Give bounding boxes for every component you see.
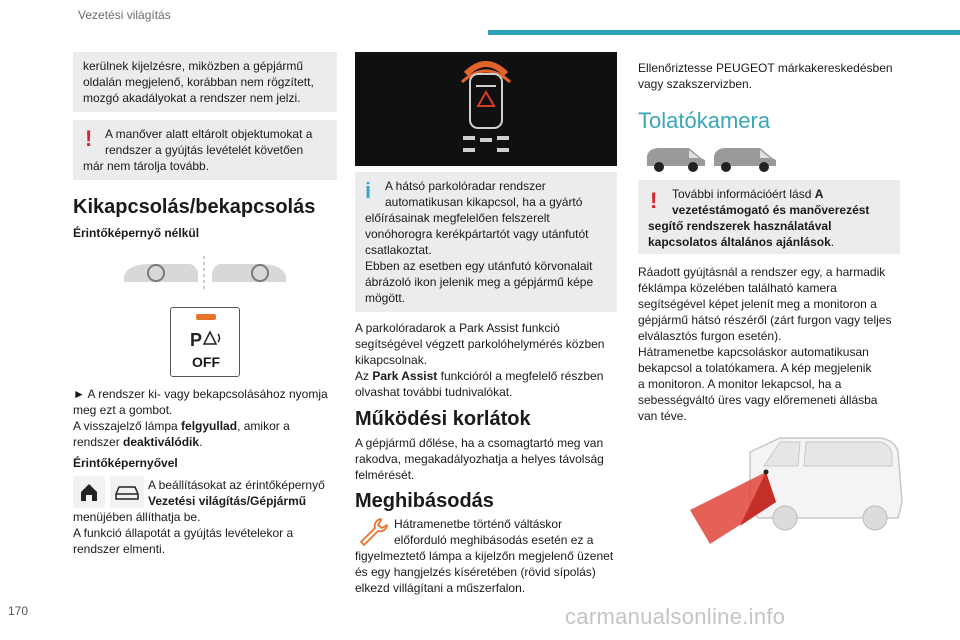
rear-camera-illustration [680,432,910,552]
info-line: csatlakoztat. [365,243,432,257]
warning-line: segítő rendszerek használatával [648,219,832,233]
parking-radar-display [355,52,617,166]
note-box-1 [73,52,337,112]
van-icon-long [712,144,778,174]
text-line: sebességváltó üres vagy előremeneti állásba [638,393,878,407]
home-button-icon[interactable] [73,476,105,508]
car-settings-icon [110,476,144,508]
car-menu-button-icon[interactable] [110,476,144,508]
text-line: A visszajelző lámpa felgyullad, amikor a [73,419,290,433]
text-line: meg ezt a gombot. [73,403,173,417]
warning-box-1 [73,120,337,180]
text-line: gépjármű hátsó részéről (zárt furgon vagy teljes [638,313,892,327]
indicator-lamp [196,314,216,320]
rear-radar-illustration [355,52,617,166]
watermark: carmanualsonline.info [565,604,786,629]
text-line: rendszer deaktiválódik. [73,435,203,449]
svg-text:P: P [190,330,203,350]
text-line: olvashat további tudnivalókat. [355,385,513,399]
steering-wheel-icon [120,256,290,290]
text-line: A gépjármű dőlése, ha a csomagtartó meg van [355,436,604,450]
page-number: 170 [8,604,29,618]
wrench-icon [357,516,389,546]
text-line: segítségével végzett parkolóhelymérés közben [355,337,605,351]
text-line: Ráadott gyújtásnál a rendszer egy, a harmadik [638,265,886,279]
warning-line: kapcsolatos általános ajánlások. [648,235,835,249]
warning-line: már nem tárolja tovább. [83,159,210,173]
text-line: A beállításokat az érintőképernyő [148,478,325,492]
warning-line: rendszer a gyújtás levételét követően [105,143,304,157]
section-title: Vezetési világítás [78,8,171,22]
text-line: rakodva, megakadályozhatja a helyes távolság [355,452,604,466]
info-line: előírásainak megfelelően felszerelt [365,211,550,225]
text-line: és egy hangjelzés kíséretében (rövid sípolás) [355,565,596,579]
note-line: kerülnek kijelzésre, miközben a gépjármű [83,59,304,73]
text-line: menüjében állíthatja be. [73,510,201,524]
info-line: Ebben az esetben egy utánfutó körvonalait [365,259,593,273]
warning-line: vezetéstámogató és manőverezést [672,203,870,217]
header-accent-bar [488,30,960,35]
subheading-no-touchscreen: Érintőképernyő nélkül [73,226,200,240]
park-sensor-off-button[interactable] [170,307,240,377]
heading-malfunction: Meghibásodás [355,490,494,512]
info-line: mögött. [365,291,406,305]
house-icon [73,476,105,508]
park-sensor-icon [188,326,224,352]
info-box [355,172,617,312]
warning-box-2 [638,180,900,254]
heading-rear-camera: Tolatókamera [638,108,771,133]
text-line: A funkció állapotát a gyújtás levételekor a [73,526,294,540]
text-line: figyelmeztető lámpa a kijelzőn megjelenő üzenet [355,549,614,563]
menu-path: Vezetési világítás/Gépjármű [148,494,307,508]
text-line: elválasztós furgon esetén). [638,329,782,343]
text-line: a monitoron. A monitor lekapcsol, ha a [638,377,842,391]
text-line: kikapcsolnak. [355,353,428,367]
warning-line: További információért lásd A [672,187,824,201]
text-line: elkezd villágítani a műszerfalon. [355,581,526,595]
text-line: van téve. [638,409,687,423]
text-line: féklámpa közelében található kamera [638,281,837,295]
off-label: OFF [192,354,220,370]
text-line: vagy szakszervizben. [638,77,753,91]
warning-line: A manőver alatt eltárolt objektumokat a [105,127,313,141]
text-line: ► A rendszer ki- vagy bekapcsolásához nyomja [73,387,328,401]
text-line: segítségével képet jelenít meg a monitoron a [638,297,877,311]
info-icon: i [365,178,372,203]
subheading-touchscreen: Érintőképernyővel [73,456,178,470]
dashboard-illustration [120,256,290,290]
text-line: A parkolóradarok a Park Assist funkció [355,321,560,335]
warning-icon: ! [650,188,658,213]
info-line: ábrázoló ikon jelenik meg a gépjármű képe [365,275,594,289]
text-line: előforduló meghibásodás esetén ez a [394,533,594,547]
text-line: bekapcsol a tolatókamera. A kép megjelenik [638,361,872,375]
van-icon-short [645,144,707,174]
text-line: Az Park Assist funkcióról a megfelelő részben [355,369,604,383]
warning-icon: ! [85,126,93,151]
text-line: Ellenőriztesse PEUGEOT márkakereskedésben [638,61,893,75]
text-line: Hátramenetbe kapcsoláskor automatikusan [638,345,869,359]
note-line: mozgó akadályokat a rendszer nem jelzi. [83,91,301,105]
note-line: oldalán megjelenő, korábban nem rögzített, [83,75,314,89]
text-line: felmérését. [355,468,415,482]
text-line: rendszer elmenti. [73,542,166,556]
text-line: Hátramenetbe történő váltáskor [394,517,563,531]
info-line: vonóhorogra kerékpártartót vagy utánfutót [365,227,589,241]
heading-limitations: Működési korlátok [355,408,531,430]
info-line: A hátsó parkolóradar rendszer [385,179,546,193]
heading-on-off: Kikapcsolás/bekapcsolás [73,196,316,218]
info-line: automatikusan kikapcsol, ha a gyártó [385,195,583,209]
